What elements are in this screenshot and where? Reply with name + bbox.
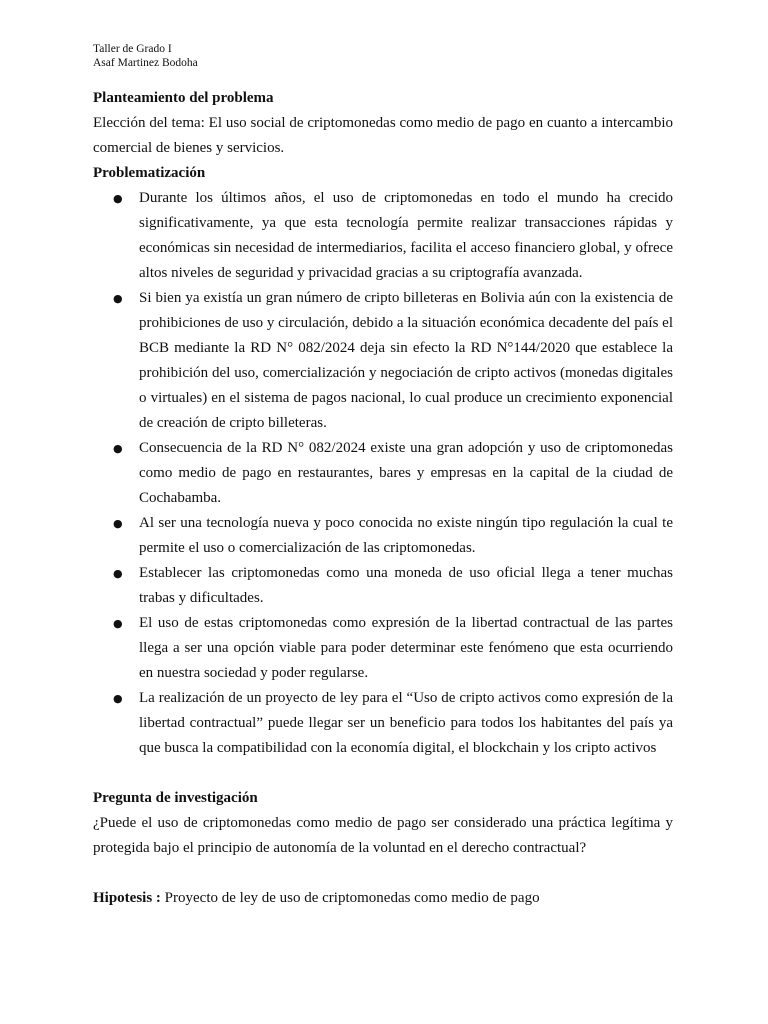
problem-list <box>93 186 673 761</box>
bullet-icon: ● <box>113 617 123 630</box>
list-item-text: Durante los últimos años, el uso de criptomonedas en todo el mundo ha crecido significativamente, ya que esta tecnología permite realizar transacciones rápidas y económicas sin necesidad de intermediarios, facilita el acceso financiero global, y ofrece altos niveles de seguridad y privacidad gracias a su criptografía avanzada. <box>139 190 673 281</box>
header-author: Asaf Martinez Bodoha <box>93 57 198 69</box>
list-item <box>93 686 673 761</box>
list-item-text: Si bien ya existía un gran número de cripto billeteras en Bolivia aún con la existencia de prohibiciones de uso y circulación, debido a la situación económica decadente del país el BCB mediante la RD N° 082/2024 deja sin efecto la RD N°144/2020 que establece la prohibición del uso, comercialización y negociación de cripto activos (monedas digitales o virtuales) en el sistema de pagos nacional, lo cual produce un crecimiento exponencial de creación de cripto billeteras. <box>139 290 673 431</box>
bullet-icon: ● <box>113 192 123 205</box>
bullet-icon: ● <box>113 292 123 305</box>
bullet-icon: ● <box>113 517 123 530</box>
list-item <box>93 511 673 561</box>
list-item <box>93 186 673 286</box>
spacer <box>93 761 673 786</box>
research-question: ¿Puede el uso de criptomonedas como medio de pago ser considerado una práctica legítima y protegida bajo el principio de autonomía de la voluntad en el derecho contractual? <box>93 815 673 856</box>
hypothesis-text: Proyecto de ley de uso de criptomonedas como medio de pago <box>160 890 540 906</box>
list-item <box>93 561 673 611</box>
bullet-icon: ● <box>113 567 123 580</box>
list-item-text: Establecer las criptomonedas como una moneda de uso oficial llega a tener muchas trabas y dificultades. <box>139 565 673 606</box>
list-item <box>93 436 673 511</box>
document-body <box>93 86 673 911</box>
bullet-icon: ● <box>113 442 123 455</box>
list-item-text: La realización de un proyecto de ley para el “Uso de cripto activos como expresión de la libertad contractual” puede llegar ser un beneficio para todos los habitantes del país ya que busca la compatibilidad con la economía digital, el blockchain y los cripto activos <box>139 690 673 756</box>
topic-paragraph: Elección del tema: El uso social de criptomonedas como medio de pago en cuanto a intercambio comercial de bienes y servicios. <box>93 115 673 156</box>
list-item-text: Consecuencia de la RD N° 082/2024 existe una gran adopción y uso de criptomonedas como medio de pago en restaurantes, bares y empresas en la capital de la ciudad de Cochabamba. <box>139 440 673 506</box>
heading-planteamiento: Planteamiento del problema <box>93 90 274 106</box>
heading-pregunta: Pregunta de investigación <box>93 790 258 806</box>
hypothesis-line <box>93 886 673 911</box>
bullet-icon: ● <box>113 692 123 705</box>
list-item-text: Al ser una tecnología nueva y poco conocida no existe ningún tipo regulación la cual te permite el uso o comercialización de las criptomonedas. <box>139 515 673 556</box>
list-item <box>93 611 673 686</box>
list-item-text: El uso de estas criptomonedas como expresión de la libertad contractual de las partes llega a ser una opción viable para poder determinar este fenómeno que esta ocurriendo en nuestra sociedad y poder regularse. <box>139 615 673 681</box>
page-header <box>93 42 198 70</box>
heading-problematizacion: Problematización <box>93 165 206 181</box>
hypothesis-label: Hipotesis : <box>93 890 161 906</box>
list-item <box>93 286 673 436</box>
header-course: Taller de Grado I <box>93 43 172 55</box>
spacer <box>93 861 673 886</box>
